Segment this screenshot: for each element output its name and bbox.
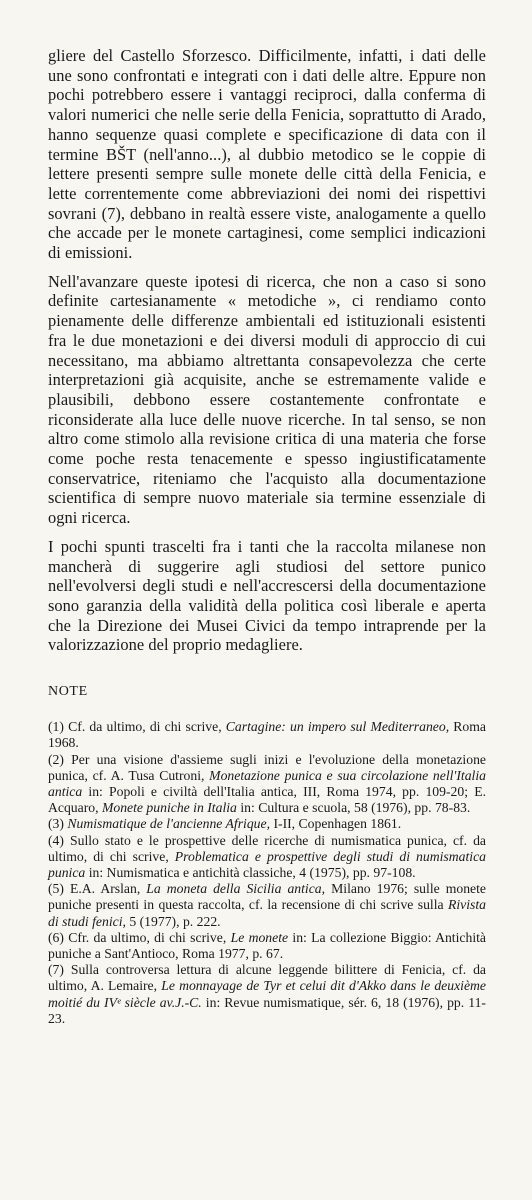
page-content [48,46,486,1027]
note-3 [48,816,486,832]
note-title: Numismatique de l'ancienne Afrique, [67,816,271,832]
note-text: Roma 1968. [48,719,486,751]
note-5 [48,881,486,930]
note-title: Problematica e prospettive degli studi di numismatica punica [48,848,486,880]
body-paragraph-3: I pochi spunti trascelti fra i tanti che la raccolta milanese non mancherà di suggerire agli studiosi del settore punico nell'evolversi degli studi e nell'accrescersi della documentazione sono garanzia della validità della politica così liberale e aperta che la Direzione dei Musei Civici da tempo intraprende per la valorizzazione del proprio medagliere. [48,536,486,655]
note-title: Cartagine: un impero sul Mediterraneo, [225,719,450,735]
notes-heading: NOTE [48,684,88,700]
note-text: in: Numismatica e antichità classiche, 4 (1975), pp. 97-108. [85,864,416,880]
note-title: Le monete [230,929,289,945]
note-text: Milano 1976; sulle monete puniche presenti in questa raccolta, cf. la recensione di chi scrive sulla [48,881,487,913]
notes-list [48,719,486,1027]
note-text: in: Popoli e civiltà dell'Italia antica, III, Roma 1974, pp. 109-20; E. Acquaro, [48,783,486,816]
note-title: La moneta della Sicilia antica, [146,881,326,897]
note-text: Sulla controversa lettura di alcune leggende bilittere di Fenicia, cf. da ultimo, A. Lemaire, [48,962,486,994]
note-text: 5 (1977), p. 222. [125,913,221,929]
note-text: Cfr. da ultimo, di chi scrive, [63,929,231,945]
note-2 [48,752,486,817]
note-title: Rivista di studi fenici, [48,897,486,929]
note-number: (5) [48,881,64,897]
note-number: (6) [48,929,64,945]
note-title: Monetazione punica e sua circolazione nell'Italia antica [48,767,487,799]
note-text: Cf. da ultimo, di chi scrive, [63,719,226,735]
note-7 [48,962,486,1027]
note-text: Sullo stato e le prospettive delle ricerche di numismatica punica, cf. da ultimo, di chi scrive, [48,832,486,864]
note-1 [48,719,486,751]
note-title: Monete puniche in Italia [101,800,237,816]
note-text: I-II, Copenhagen 1861. [270,816,402,832]
note-number: (3) [48,816,64,832]
note-title: Le monnayage de Tyr et celui dit d'Akko dans le deuxième moitié du IVᵉ siècle av.J.-C. [48,978,486,1010]
note-text: E.A. Arslan, [63,881,147,897]
note-text: in: Cultura e scuola, 58 (1976), pp. 78-83. [236,800,471,816]
note-text: in: Revue numismatique, sér. 6, 18 (1976), pp. 11-23. [48,994,486,1026]
note-number: (2) [48,751,64,767]
note-4 [48,833,486,882]
note-number: (1) [48,719,64,735]
note-number: (7) [48,962,64,978]
note-text: Per una visione d'assieme sugli inizi e l'evoluzione della monetazione punica, cf. A. Tusa Cutroni, [48,751,486,783]
body-paragraph-1: gliere del Castello Sforzesco. Difficilmente, infatti, i dati delle une sono confrontati e integrati con i dati delle altre. Eppure non pochi potrebbero essere i vantaggi reciproci, dalla conferma di valori numerici che nelle serie della Fenicia, soprattutto di Arado, hanno sequenze quasi complete e specificazione di data con il termine BŠT (nell'anno...), al dubbio metodico se le coppie di lettere presenti sempre sulle monete delle città della Fenicia, e lette correntemente come abbreviazioni dei nomi dei rispettivi sovrani (7), debbano in realtà essere viste, analogamente a quello che accade per le monete cartaginesi, come semplici indicazioni di emissioni. [48,46,486,263]
note-text: in: La collezione Biggio: Antichità puniche a Sant'Antioco, Roma 1977, p. 67. [48,929,487,961]
note-number: (4) [48,832,64,848]
note-6 [48,930,486,962]
body-paragraph-2: Nell'avanzare queste ipotesi di ricerca, che non a caso si sono definite cartesianamente « metodiche », ci rendiamo conto pienamente delle differenze ambientali ed istituzionali esistenti fra le due monetazioni e dei diversi moduli di approccio di cui necessitano, ma abbiamo altrettanta consapevolezza che certe interpretazioni già acquisite, anche se estremamente valide e plausibili, debbono essere costantemente confrontate e riconsiderate alla luce delle nuove ricerche. In tal senso, se non altro come stimolo alla revisione critica di una materia che forse come poche resta tenacemente e spesso ingiustificatamente conservatrice, riteniamo che l'acquisto alla documentazione scientifica di sempre nuovo materiale sia termine essenziale di ogni ricerca. [48,271,486,528]
